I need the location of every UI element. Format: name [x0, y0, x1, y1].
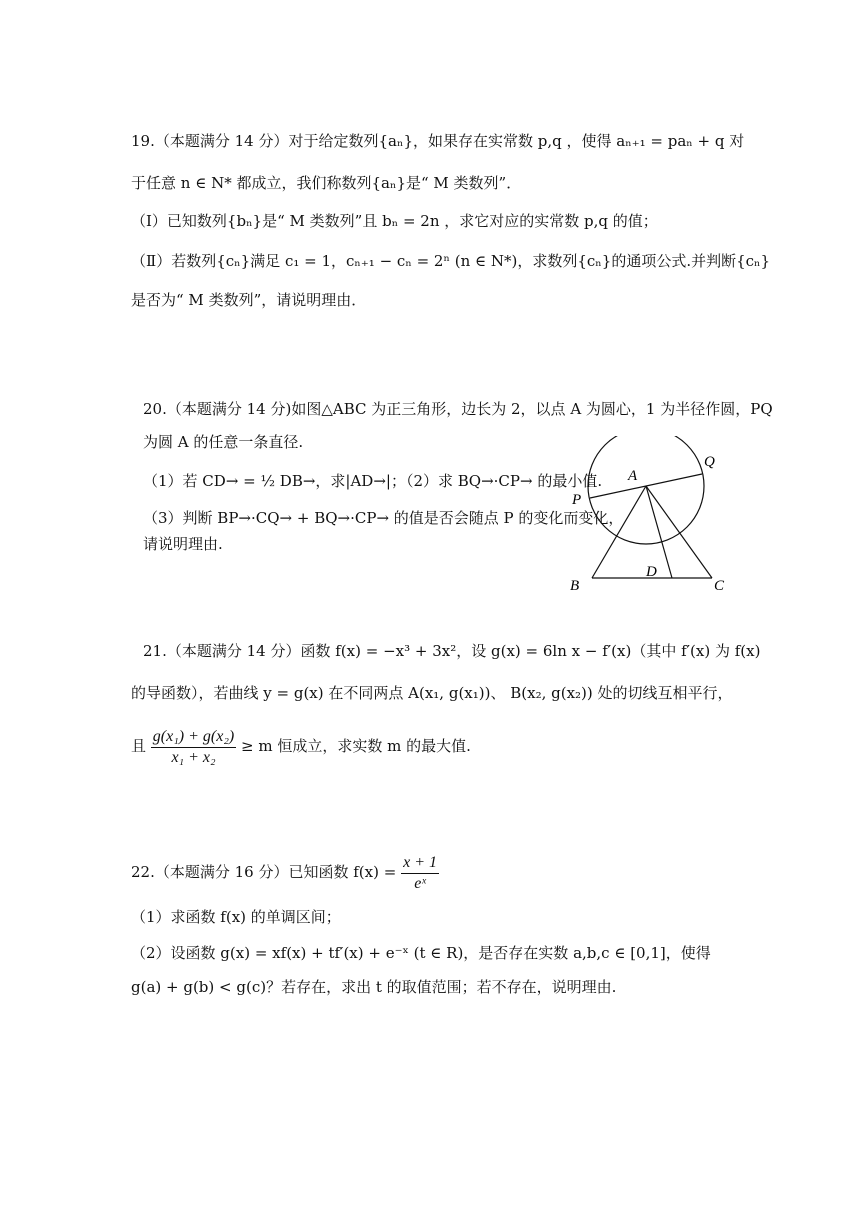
q22-line-1 — [131, 850, 439, 894]
label-d: D — [646, 564, 657, 580]
q22-line-3: （2）设函数 g(x) = xf(x) + tf′(x) + e⁻ˣ (t ∈ R)，是否存在实数 a,b,c ∈ [0,1]，使得 — [131, 944, 711, 962]
label-b: B — [570, 578, 580, 594]
q22-line-2: （1）求函数 f(x) 的单调区间； — [131, 908, 341, 926]
label-q: Q — [704, 454, 715, 470]
label-c: C — [714, 578, 725, 594]
q20-line-4: （3）判断 BP→·CQ→ + BQ→·CP→ 的值是否会随点 P 的变化而变化， — [143, 509, 624, 527]
triangle-circle-figure — [560, 436, 740, 600]
q19-line-4: （Ⅱ）若数列{cₙ}满足 c₁ = 1，cₙ₊₁ − cₙ = 2ⁿ (n ∈ N*)，求数列{cₙ}的通项公式.并判断{cₙ} — [131, 252, 771, 270]
q21-line-1: 21.（本题满分 14 分）函数 f(x) = −x³ + 3x²，设 g(x) = 6ln x − f′(x)（其中 f′(x) 为 f(x) — [143, 642, 761, 660]
q20-line-2: 为圆 A 的任意一条直径. — [143, 433, 304, 451]
circle-a — [588, 436, 704, 544]
q22-fraction — [401, 853, 439, 894]
label-a: A — [628, 468, 638, 484]
q21-line-2: 的导函数），若曲线 y = g(x) 在不同两点 A(x₁, g(x₁))、 B(x₂, g(x₂)) 处的切线互相平行， — [131, 684, 733, 702]
diameter-pq — [590, 474, 702, 498]
q21-fraction-numerator: g(x₁) + g(x₂) — [151, 727, 236, 748]
q22-fraction-denominator: eˣ — [414, 874, 426, 892]
q19-line-2: 于任意 n ∈ N* 都成立，我们称数列{aₙ}是“ M 类数列”． — [131, 174, 522, 192]
q22-prefix: 22.（本题满分 16 分）已知函数 f(x) = — [131, 863, 397, 881]
q21-fraction-denominator: x₁ + x₂ — [171, 748, 216, 766]
q21-line-3 — [131, 724, 471, 768]
label-p: P — [572, 492, 582, 508]
q19-line-5: 是否为“ M 类数列”，请说明理由． — [131, 291, 367, 309]
side-ab — [592, 486, 646, 578]
q20-line-1: 20.（本题满分 14 分)如图△ABC 为正三角形，边长为 2，以点 A 为圆心，1 为半径作圆，PQ — [143, 400, 773, 418]
q22-line-4: g(a) + g(b) < g(c)？若存在，求出 t 的取值范围；若不存在，说明理由. — [131, 978, 617, 996]
q19-line-3: （Ⅰ）已知数列{bₙ}是“ M 类数列”且 bₙ = 2n ，求它对应的实常数 p,q 的值； — [131, 212, 658, 230]
q22-fraction-numerator: x + 1 — [401, 853, 439, 874]
q20-line-5: 请说明理由. — [143, 535, 223, 553]
q19-line-1: 19.（本题满分 14 分）对于给定数列{aₙ}，如果存在实常数 p,q ，使得 aₙ₊₁ = paₙ + q 对 — [131, 132, 745, 150]
q20-line-3: （1）若 CD→ = ½ DB→，求|AD→|；（2）求 BQ→·CP→ 的最小值. — [143, 472, 603, 490]
q21-suffix: ≥ m 恒成立，求实数 m 的最大值. — [241, 737, 471, 755]
q21-prefix: 且 — [131, 737, 147, 755]
q21-fraction — [151, 727, 236, 768]
